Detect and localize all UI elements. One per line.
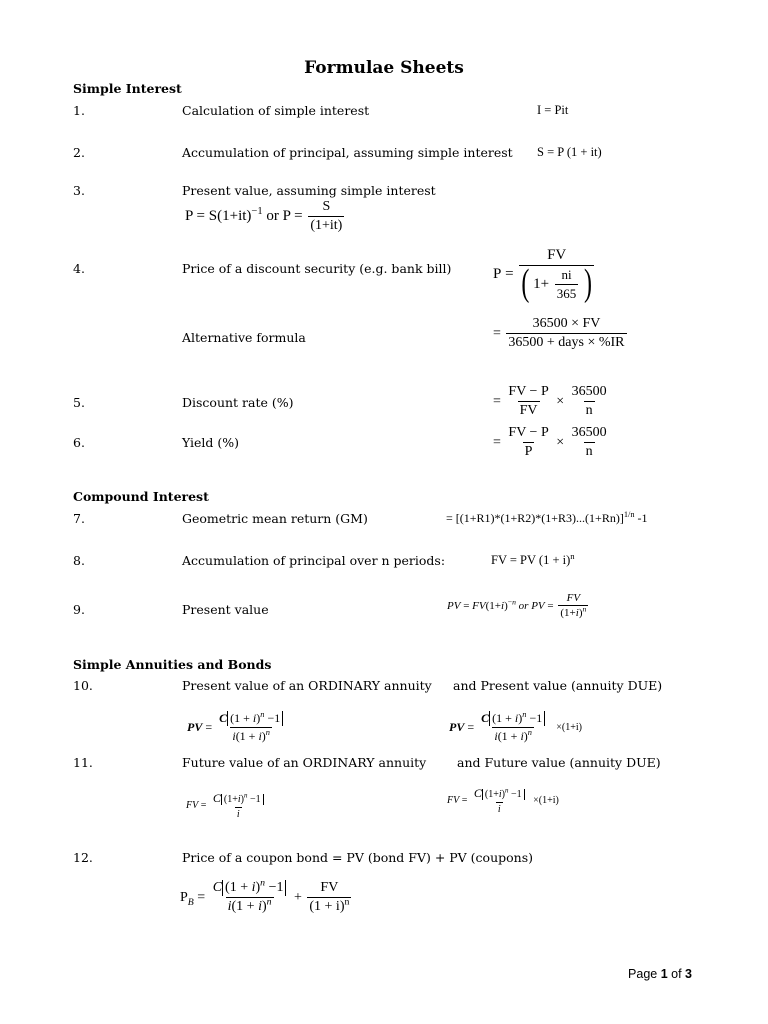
item-10-description-due: and Present value (annuity DUE) bbox=[453, 678, 663, 693]
item-5-formula: = $\frac{FV - P}{FV}$ × $\frac{36500}{n}$ bbox=[493, 384, 607, 418]
item-10-formula-due: PV = $\frac{C (1 + i)^n -1}{i(1 + i)^n}$ ×(1+i) bbox=[449, 710, 582, 743]
item-8-description: Accumulation of principal over n periods: bbox=[182, 553, 446, 568]
item-5-description: Discount rate (%) bbox=[182, 395, 294, 410]
section-simple-interest: Simple Interest bbox=[73, 81, 182, 96]
item-3-formula: $P = S(1+it)^{-1}$ or P = $\frac{S}{(1+it)}$ bbox=[185, 199, 343, 233]
item-3-description: Present value, assuming simple interest bbox=[182, 183, 436, 198]
item-9-description: Present value bbox=[182, 602, 269, 617]
item-4-formula: P = FV ( 1+ $\frac{ni}{365}$ ) bbox=[493, 247, 593, 305]
item-7-description: Geometric mean return (GM) bbox=[182, 511, 368, 526]
item-6-description: Yield (%) bbox=[182, 435, 240, 450]
item-5-number: 5. bbox=[73, 395, 85, 410]
item-2-number: 2. bbox=[73, 145, 85, 160]
item-6-formula: = $\frac{FV - P}{P}$ × $\frac{36500}{n}$ bbox=[493, 425, 607, 459]
item-11-formula-due: FV = $\frac{C (1+i)^n -1}{i}$ ×(1+i) bbox=[447, 786, 559, 815]
item-10-number: 10. bbox=[73, 678, 93, 693]
item-12-description: Price of a coupon bond = PV (bond FV) + PV (coupons) bbox=[182, 850, 534, 865]
item-11-description: Future value of an ORDINARY annuity bbox=[182, 755, 427, 770]
item-7-formula: = $[(1+R1)*(1+R2)*(1+R3)...(1+Rn)]^{1/n}$ -1 bbox=[446, 510, 648, 525]
item-9-formula: PV = $FV(1+i)^{-n}$ or PV = $\frac{FV}{(1+i)^n}$ bbox=[447, 592, 587, 619]
item-10-description: Present value of an ORDINARY annuity bbox=[182, 678, 432, 693]
item-4-number: 4. bbox=[73, 261, 85, 276]
item-11-formula-ordinary: FV = $\frac{C (1+i)^n -1}{i}$ bbox=[186, 791, 268, 820]
item-12-number: 12. bbox=[73, 850, 93, 865]
item-12-formula: $P_B$ = $\frac{C (1 + i)^n -1}{i(1 + i)^n}$ + $\frac{FV}{(1 + i)^n}$ bbox=[180, 877, 350, 914]
item-4-alt-label: Alternative formula bbox=[182, 330, 306, 345]
item-2-description: Accumulation of principal, assuming simple interest bbox=[182, 145, 513, 160]
item-2-formula: S = P (1 + it) bbox=[537, 145, 602, 159]
item-8-formula: FV = PV $(1 + i)^n$ bbox=[491, 550, 575, 567]
item-3-number: 3. bbox=[73, 183, 85, 198]
section-compound-interest: Compound Interest bbox=[73, 489, 209, 504]
item-6-number: 6. bbox=[73, 435, 85, 450]
item-1-number: 1. bbox=[73, 103, 85, 118]
item-4-alt-formula: = $\frac{36500 \times FV}{\text{36500 + days × \%IR}}$ bbox=[493, 316, 625, 350]
item-10-formula-ordinary: PV = $\frac{C (1 + i)^n -1}{i(1 + i)^n}$ bbox=[187, 711, 287, 744]
item-1-description: Calculation of simple interest bbox=[182, 103, 370, 118]
item-11-number: 11. bbox=[73, 755, 93, 770]
item-4-description: Price of a discount security (e.g. bank bill) bbox=[182, 261, 452, 276]
section-annuities-bonds: Simple Annuities and Bonds bbox=[73, 657, 272, 672]
item-7-number: 7. bbox=[73, 511, 85, 526]
page-number: Page 1 of 3 bbox=[628, 967, 692, 981]
item-1-formula: I = Pit bbox=[537, 103, 569, 117]
item-8-number: 8. bbox=[73, 553, 85, 568]
item-9-number: 9. bbox=[73, 602, 85, 617]
page-title: Formulae Sheets bbox=[304, 58, 464, 78]
item-11-description-due: and Future value (annuity DUE) bbox=[457, 755, 661, 770]
